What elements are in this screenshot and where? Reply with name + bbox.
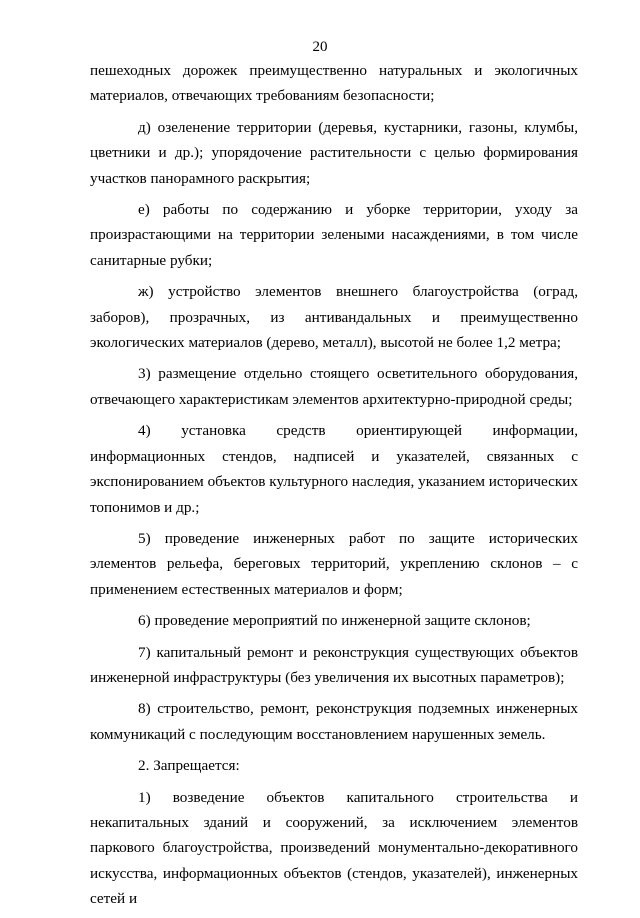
paragraph-item-zh: ж) устройство элементов внешнего благоустройства (оград, заборов), прозрачных, из антивандальных и преимущественно экологических материалов (дерево, металл), высотой не более 1,2 метра; [90,283,578,352]
paragraph-continuation: пешеходных дорожек преимущественно натуральных и экологичных материалов, отвечающих требованиям безопасности; [90,62,578,105]
paragraph-prohibited-item-1: 1) возведение объектов капитального строительства и некапитальных зданий и сооружений, за исключением элементов паркового благоустройства, произведений монументально-декоративного искусства, информационных объектов (стендов, указателей), инженерных сетей и [90,788,578,908]
paragraph-item-e: е) работы по содержанию и уборке территории, уходу за произрастающими на территории зелеными насаждениями, в том числе санитарные рубки; [90,201,578,269]
paragraph-item-7: 7) капитальный ремонт и реконструкция существующих объектов инженерной инфраструктуры (без увеличения их высотных параметров); [90,643,578,686]
page-number: 20 [312,39,328,55]
paragraph-item-5: 5) проведение инженерных работ по защите исторических элементов рельефа, береговых территорий, укреплению склонов – с применением естественных материалов и форм; [90,529,578,598]
paragraph-item-8: 8) строительство, ремонт, реконструкция подземных инженерных коммуникаций с последующим восстановлением нарушенных земель. [90,700,578,743]
section-heading-prohibited: 2. Запрещается: [138,757,240,775]
paragraph-item-d: д) озеленение территории (деревья, кустарники, газоны, клумбы, цветники и др.); упорядочение растительности с целью формирования участков панорамного раскрытия; [90,118,578,187]
document-body [90,58,578,918]
paragraph-item-4: 4) установка средств ориентирующей информации, информационных стендов, надписей и указателей, связанных с экспонированием объектов культурного наследия, указанием исторических топонимов и др.; [90,422,578,516]
paragraph-item-6: 6) проведение мероприятий по инженерной защите склонов; [138,612,531,630]
paragraph-item-3: 3) размещение отдельно стоящего осветительного оборудования, отвечающего характеристикам элементов архитектурно-природной среды; [90,365,578,408]
